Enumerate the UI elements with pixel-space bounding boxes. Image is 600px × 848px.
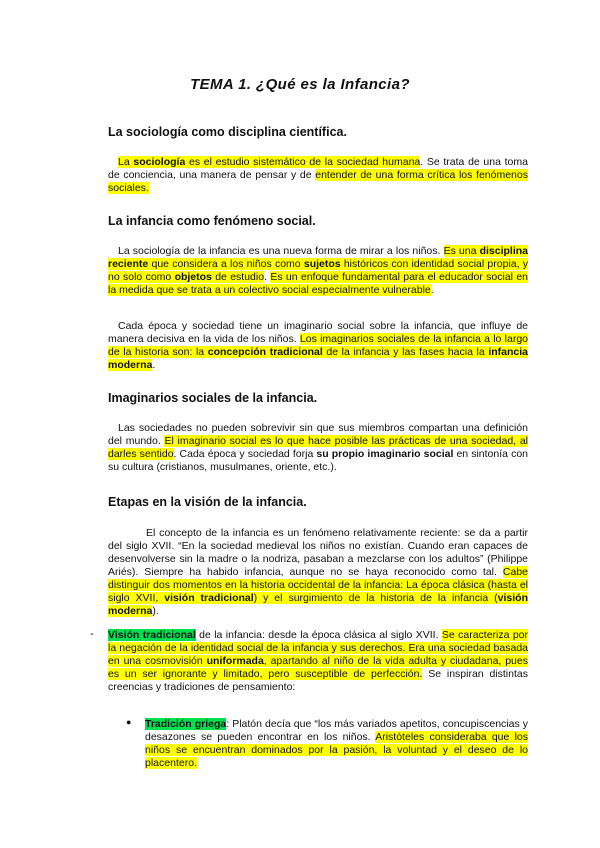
text-run: su propio imaginario social [316, 448, 454, 460]
text-run: entender de una forma crítica los fenómenos sociales. [108, 169, 528, 194]
text-run: ) y el surgimiento de la historia de la infancia ( [253, 592, 498, 604]
text-run: visión moderna [108, 592, 528, 617]
text-run: Cabe distinguir dos momentos en la historia occidental de la infancia: La época clásica (hasta el siglo XVII, [108, 566, 528, 604]
text-run: El concepto de la infancia es un fenómeno relativamente reciente: se da a partir del siglo XVII. “En la sociedad medieval los niños no existían. Cuando eran capaces de desenvolverse sin la madre o la nodriza, pasaban a mezclarse con los adultos” (Philippe Ariés). Siempre ha habido infancia, aunque no se haya reconocido como tal. [108, 527, 528, 578]
list-item-vision-tradicional [108, 629, 528, 694]
text-run: sociología [133, 156, 186, 168]
text-run: La sociología de la infancia es una nueva forma de mirar a los niños. [118, 245, 444, 257]
text-run: infancia moderna [108, 346, 529, 371]
text-run: La [118, 156, 134, 168]
text-run: . Cada época y sociedad forja [173, 448, 317, 460]
list-dash-marker: - [90, 628, 94, 640]
text-run: . [264, 271, 271, 283]
text-run: Aristóteles consideraba que los niños se encuentran dominados por la pasión, la voluntad y el deseo de lo placentero. [145, 731, 528, 769]
text-run: . [152, 359, 156, 371]
text-run: Se caracteriza por la negación de la identidad social de la infancia y sus derechos. Era una sociedad basada en una cosmovisión [108, 629, 529, 667]
text-run: . [430, 284, 434, 296]
text-run: Visión tradicional [108, 629, 196, 641]
text-run: sujetos [303, 258, 341, 270]
bullet-dot-icon: ● [126, 717, 132, 727]
text-run: concepción tradicional [207, 346, 323, 358]
text-run: de la infancia y las fases hacia la [322, 346, 489, 358]
text-run: es el estudio sistemático de la sociedad humana [185, 156, 421, 168]
section-heading-sociologia: La sociología como disciplina científica. [108, 125, 347, 139]
page-title: TEMA 1. ¿Qué es la Infancia? [190, 76, 410, 93]
text-run: ). [152, 605, 159, 617]
text-run: El imaginario social es lo que hace posible las prácticas de una sociedad, al darles sentido [108, 435, 528, 460]
text-run: disciplina reciente [108, 245, 529, 270]
paragraph-infancia-2 [108, 320, 528, 372]
text-run: de estudio [211, 271, 265, 283]
section-heading-etapas: Etapas en la visión de la infancia. [108, 495, 307, 509]
paragraph-etapas [108, 527, 528, 618]
text-run: Se inspiran distintas creencias y tradiciones de pensamiento: [108, 668, 528, 693]
text-run: históricos con identidad social propia, y no solo como [108, 258, 528, 283]
text-run: Cada época y sociedad tiene un imaginario social sobre la infancia, que influye de manera decisiva en la vida de los niños. [108, 320, 528, 345]
text-run: objetos [174, 271, 212, 283]
text-run: que considera a los niños como [148, 258, 304, 270]
text-run: Es un enfoque fundamental para el educador social en la medida que se trata a un colectivo social especialmente vulnerable [108, 271, 528, 296]
text-run: : Platón decía que “los más variados apetitos, concupiscencias y desazones se pueden encontrar en los niños. [145, 718, 529, 743]
text-run: visión tradicional [164, 592, 254, 604]
text-run: . Se trata de una toma de conciencia, una manera de pensar y de [108, 156, 528, 181]
text-run: Es una [443, 245, 480, 257]
text-run: Tradición griega [145, 718, 227, 730]
text-run: uniformada [206, 655, 264, 667]
text-run: en sintonía con su cultura (cristianos, musulmanes, oriente, etc.). [108, 448, 528, 473]
paragraph-sociologia [108, 156, 528, 195]
paragraph-imaginarios [108, 422, 528, 474]
section-heading-imaginarios: Imaginarios sociales de la infancia. [108, 391, 318, 405]
list-subitem-tradicion-griega [145, 718, 528, 770]
text-run: de la infancia: desde la época clásica al siglo XVII. [195, 629, 442, 641]
text-run: Las sociedades no pueden sobrevivir sin que sus miembros compartan una definición del mundo. [108, 422, 528, 447]
paragraph-infancia-1 [108, 245, 528, 297]
text-run: , apartando al niño de la vida adulta y ciudadana, pues es un ser ignorante y limitado, pero susceptible de perfección. [108, 655, 528, 680]
section-heading-infancia-fenomeno: La infancia como fenómeno social. [108, 214, 316, 228]
text-run: Los imaginarios sociales de la infancia a lo largo de la historia son: la [108, 333, 528, 358]
